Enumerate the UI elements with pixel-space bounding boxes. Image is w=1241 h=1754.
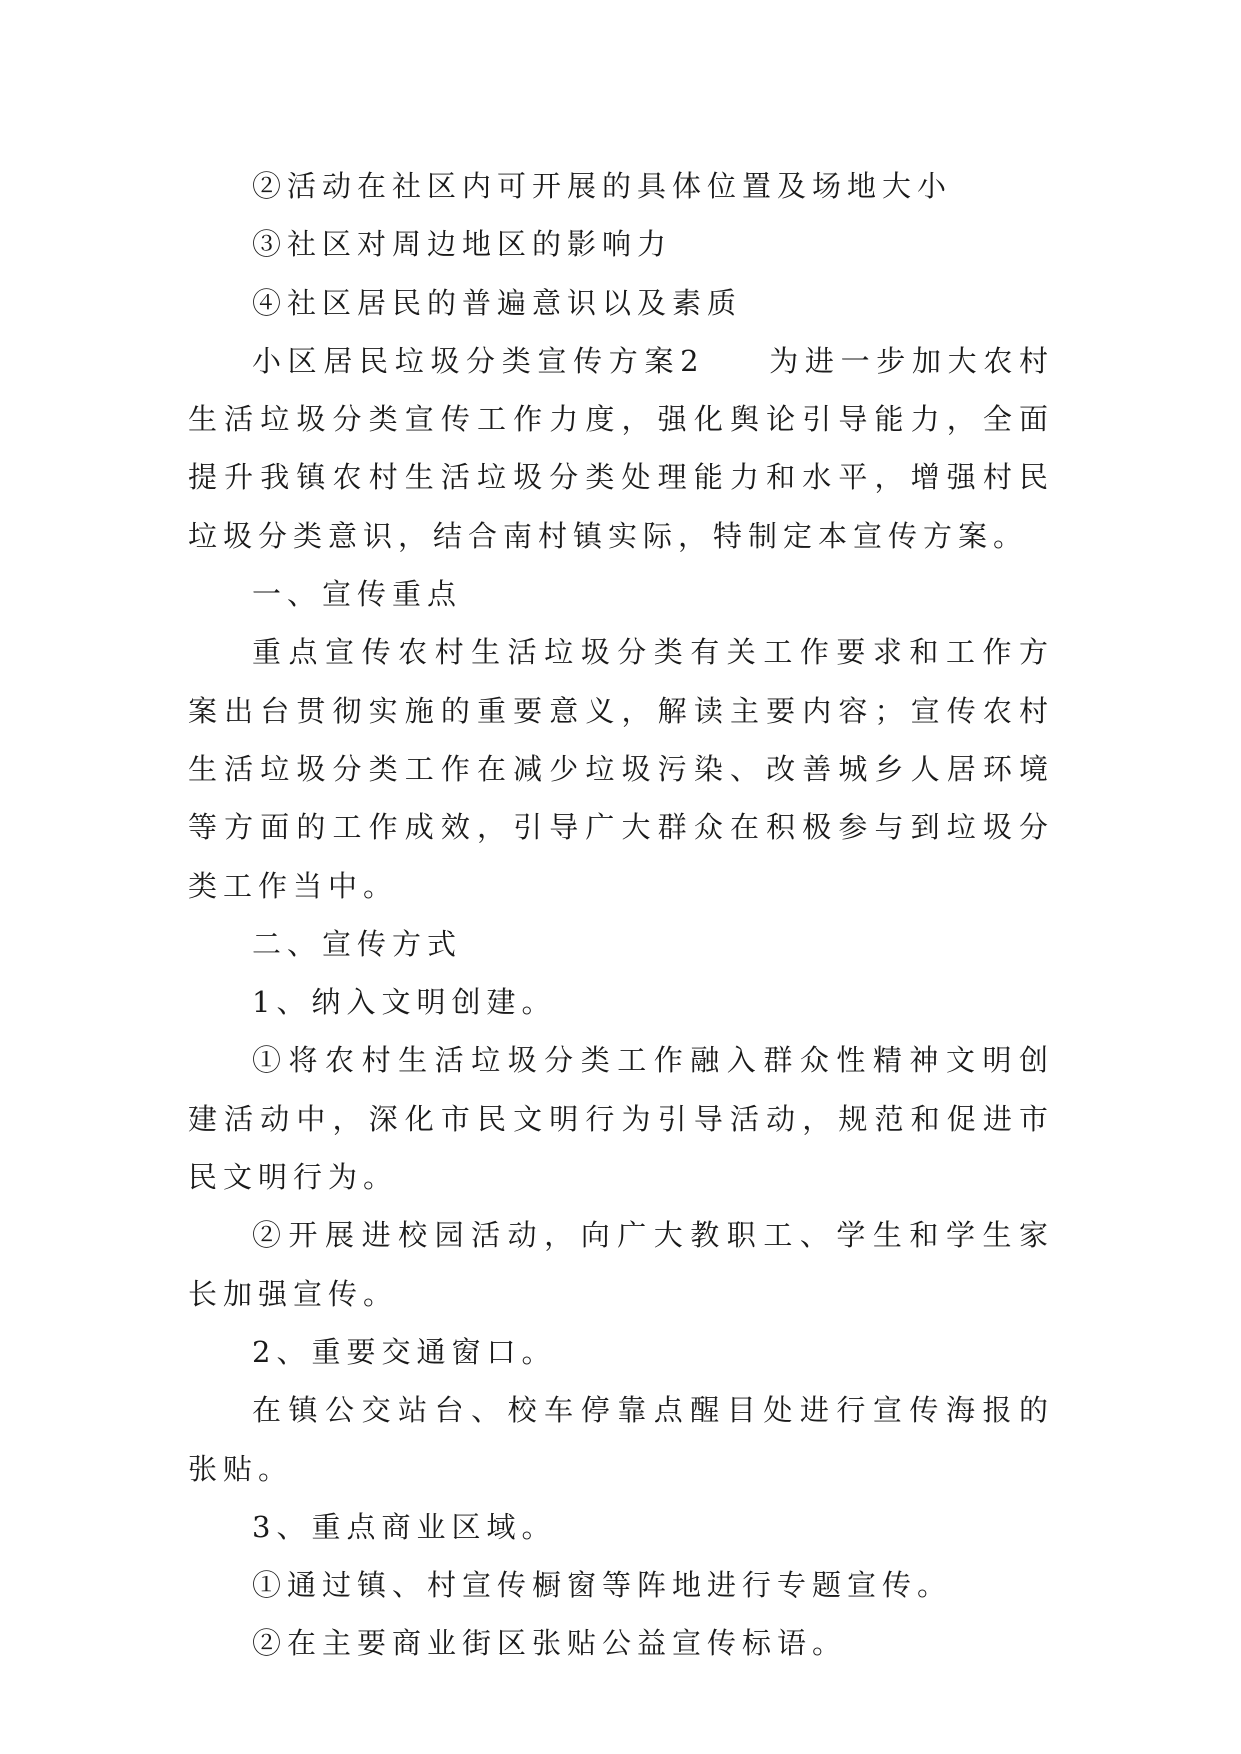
section-heading-methods: 二、宣传方式: [252, 926, 463, 961]
plan-heading: 小区居民垃圾分类宣传方案2: [252, 343, 705, 378]
paragraph-plan-intro: [188, 332, 1054, 565]
paragraph-transport: 在镇公交站台、校车停靠点醒目处进行宣传海报的张贴。: [188, 1393, 1054, 1486]
paragraph-awareness: ④社区居民的普遍意识以及素质: [252, 285, 743, 320]
item-transport: 2、重要交通窗口。: [252, 1334, 557, 1369]
paragraph-location: ②活动在社区内可开展的具体位置及场地大小: [252, 169, 953, 203]
paragraph-commercial-2: ②在主要商业街区张贴公益宣传标语。: [252, 1626, 848, 1661]
section-heading-focus: 一、宣传重点: [252, 577, 463, 612]
document-body: [188, 157, 1054, 1673]
paragraph-focus: 重点宣传农村生活垃圾分类有关工作要求和工作方案出台贯彻实施的重要意义，解读主要内容；宣传农村生活垃圾分类工作在减少垃圾污染、改善城乡人居环境等方面的工作成效，引导广大群众在积极参与到垃圾分类工作当中。: [188, 635, 1054, 903]
paragraph-commercial-1: ①通过镇、村宣传橱窗等阵地进行专题宣传。: [252, 1568, 953, 1603]
paragraph-influence: ③社区对周边地区的影响力: [252, 227, 673, 262]
plan-intro-text: 为进一步加大农村生活垃圾分类宣传工作力度，强化舆论引导能力，全面提升我镇农村生活垃圾分类处理能力和水平，增强村民垃圾分类意识，结合南村镇实际，特制定本宣传方案。: [188, 343, 1054, 553]
paragraph-civilization-2: ②开展进校园活动，向广大教职工、学生和学生家长加强宣传。: [188, 1218, 1054, 1311]
item-civilization: 1、纳入文明创建。: [252, 985, 557, 1020]
paragraph-civilization-1: ①将农村生活垃圾分类工作融入群众性精神文明创建活动中，深化市民文明行为引导活动，规范和促进市民文明行为。: [188, 1043, 1054, 1195]
item-commercial: 3、重点商业区域。: [252, 1509, 557, 1544]
